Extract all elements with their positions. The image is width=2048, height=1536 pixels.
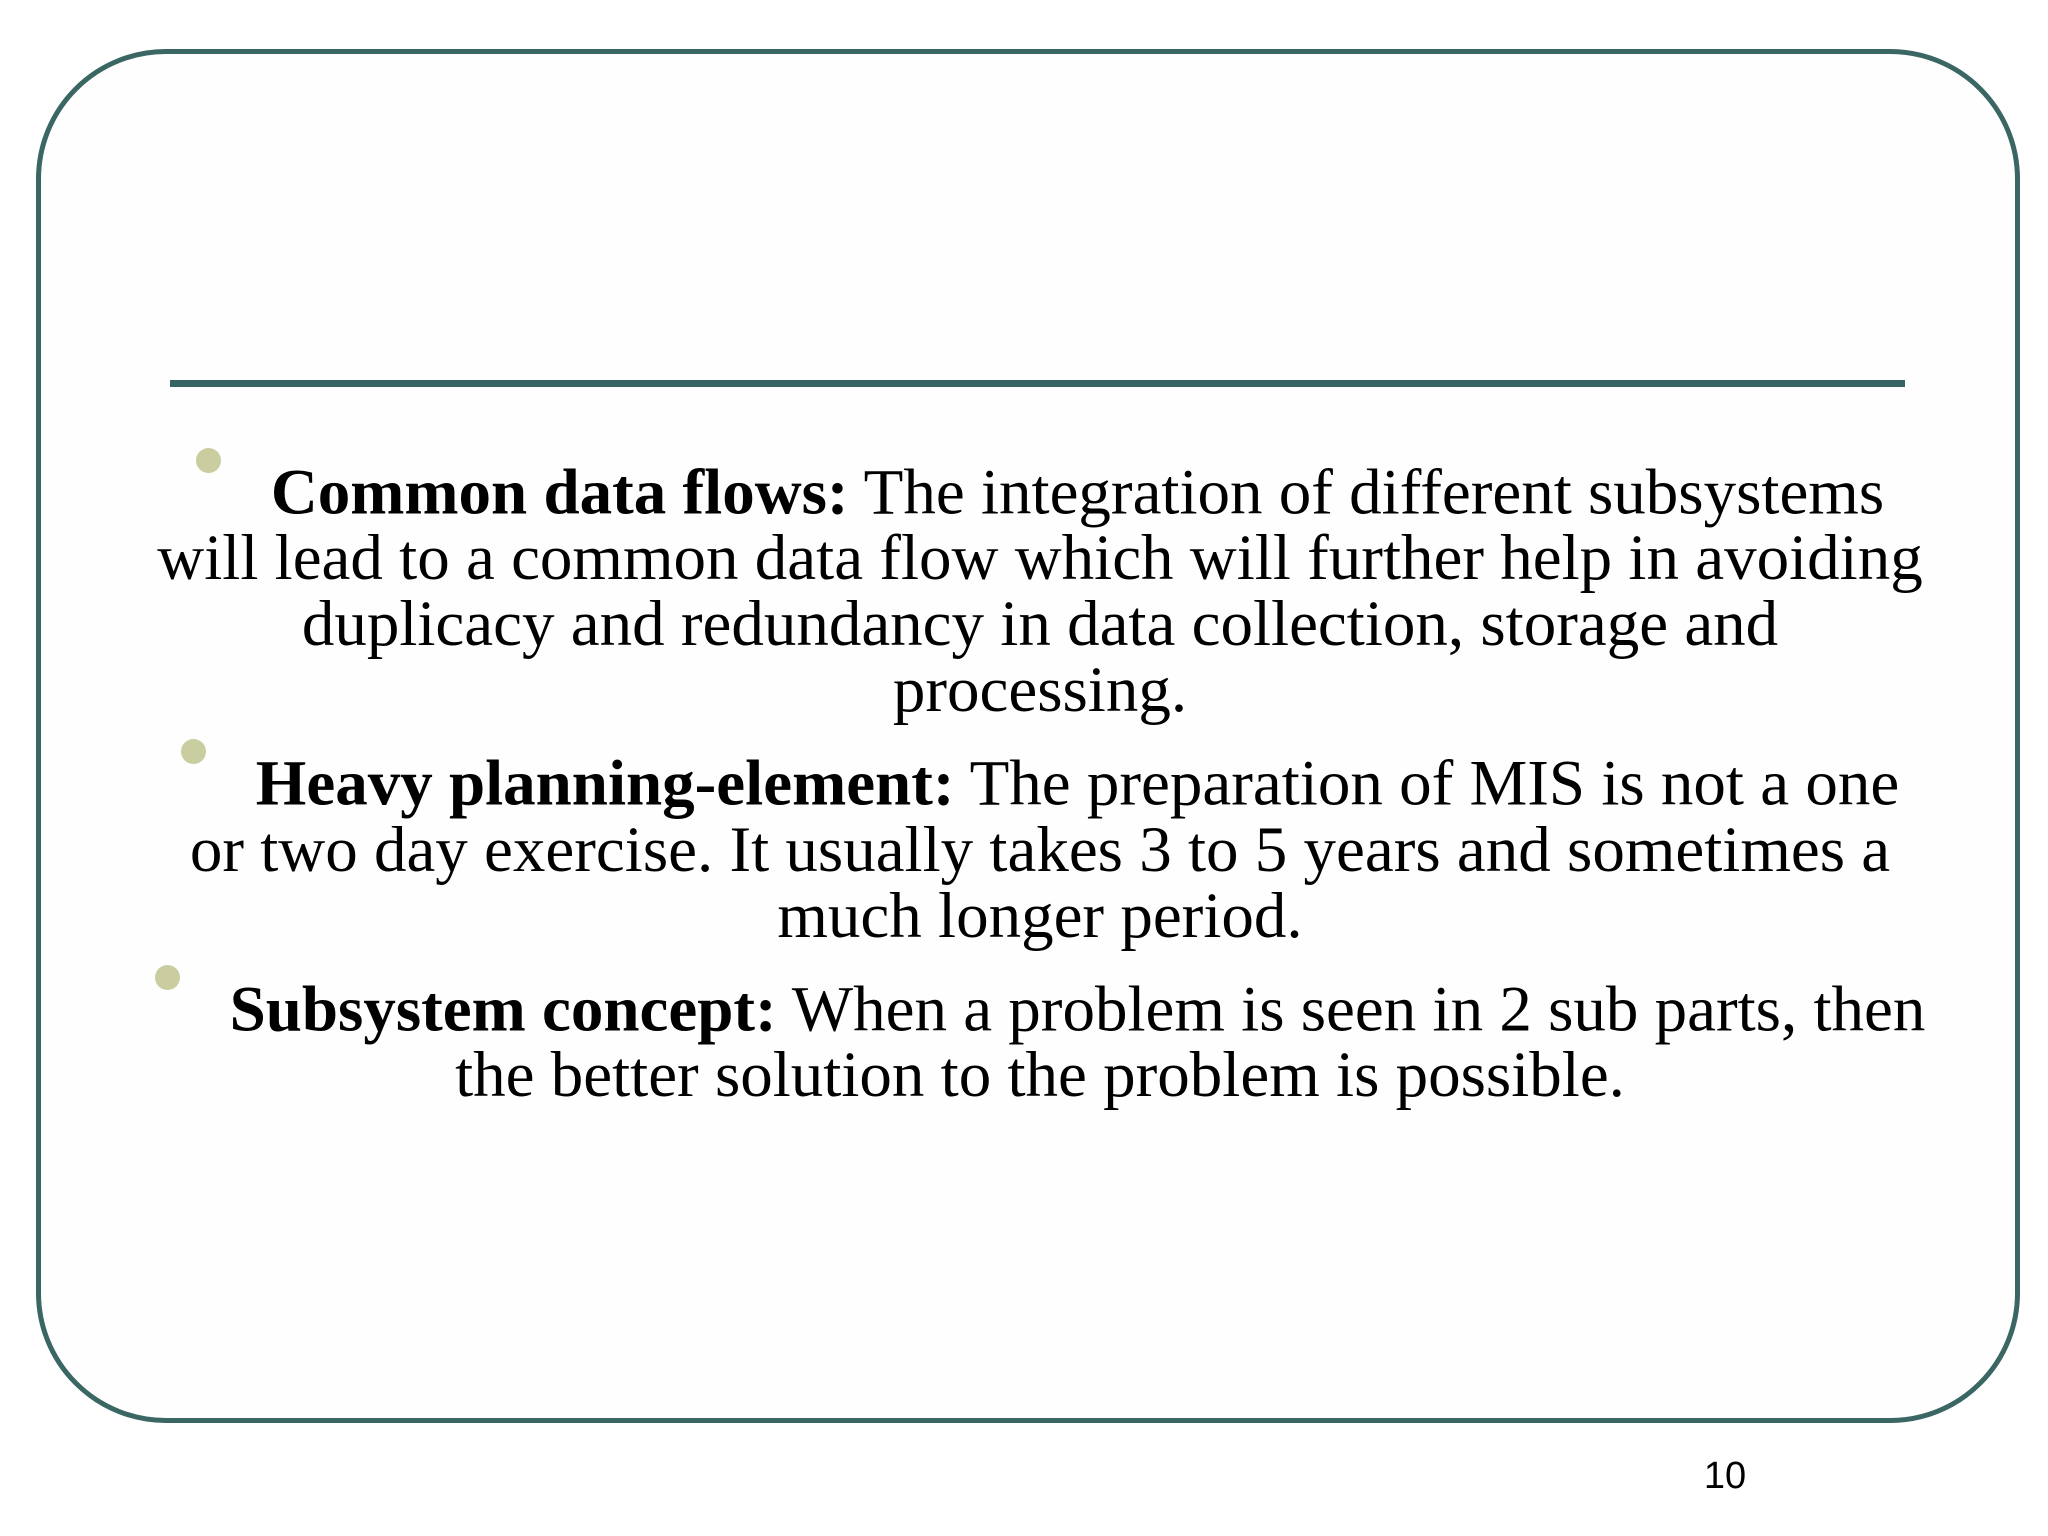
page-number: 10 [1703, 1455, 1747, 1497]
bullet-text: When a problem is seen in 2 sub parts, then the better solution to the problem is possible. [455, 972, 1926, 1111]
bullet-dot-icon [181, 739, 206, 764]
bullet-text: The integration of different subsystems will lead to a common data flow which will further help in avoiding duplicacy and redundancy in data collection, storage and processing. [157, 456, 1923, 727]
slide-body [150, 448, 1930, 1111]
bullet-term: Heavy planning-element: [255, 747, 955, 820]
bullet-dot-icon [196, 448, 221, 473]
bullet-term: Subsystem concept: [229, 972, 777, 1045]
bullet-item [150, 448, 1930, 727]
bullet-item [150, 739, 1930, 952]
bullet-term: Common data flows: [270, 456, 849, 529]
bullet-dot-icon [155, 965, 180, 990]
title-divider [170, 380, 1905, 387]
bullet-item [150, 965, 1930, 1111]
bullet-text: The preparation of MIS is not a one or two day exercise. It usually takes 3 to 5 years and sometimes a much longer period. [189, 747, 1900, 952]
